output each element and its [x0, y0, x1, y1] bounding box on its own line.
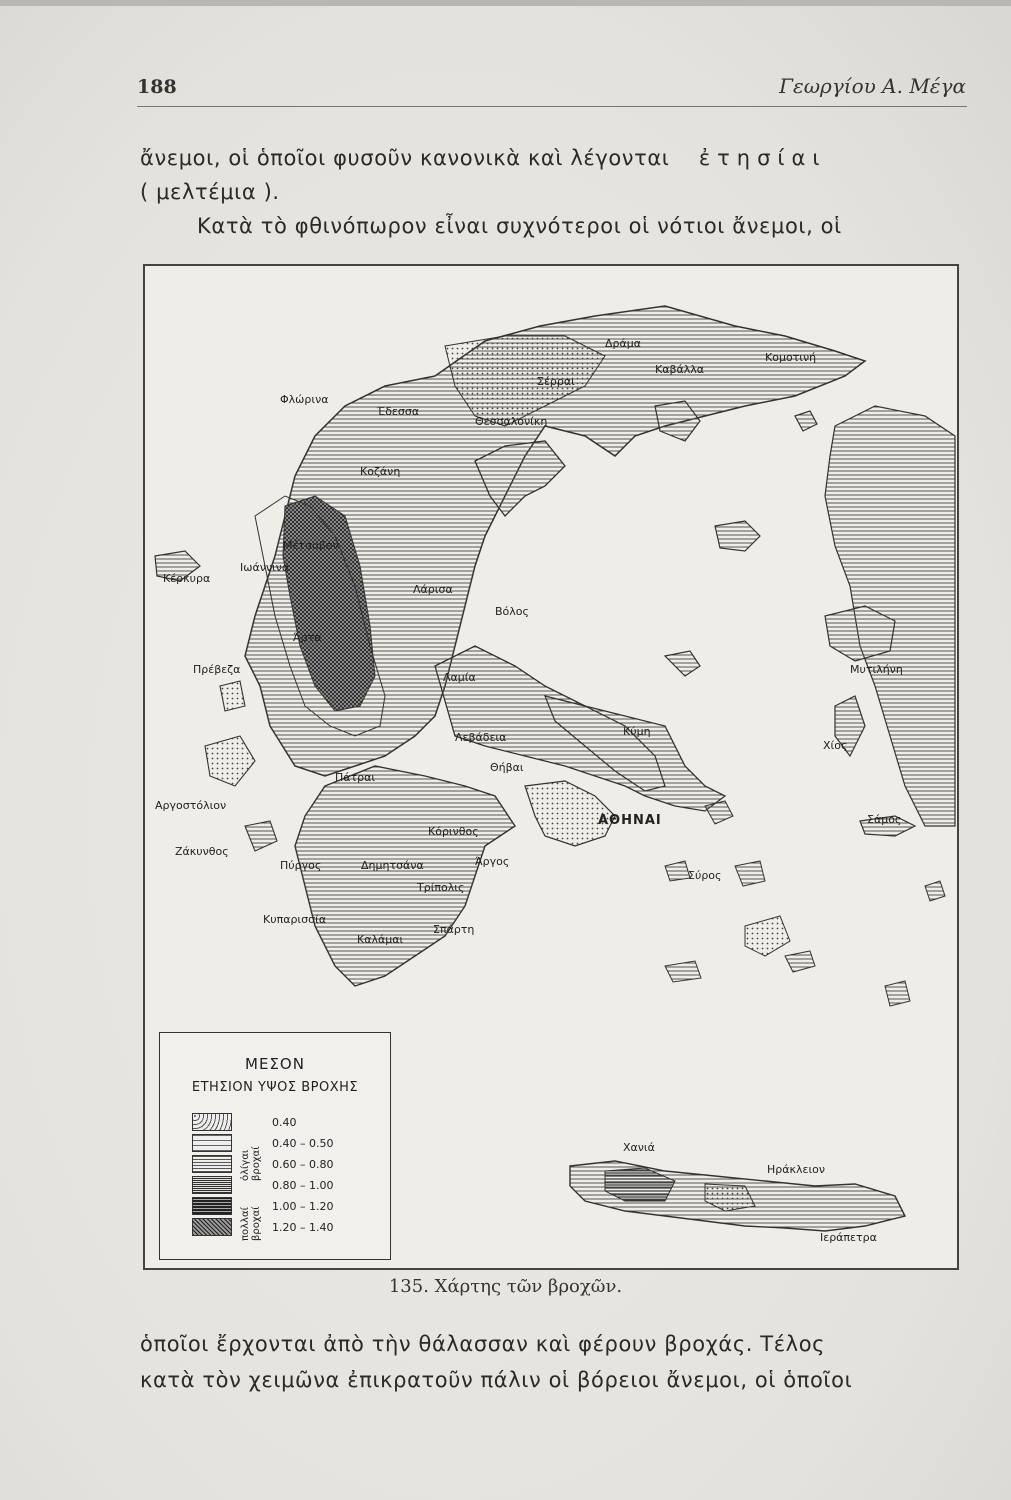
legend-range-5: 1.00 – 1.20 — [272, 1200, 334, 1213]
city-label-thessaloniki: Θεσσαλονίκη — [475, 415, 548, 428]
lefkada-shape — [220, 681, 245, 711]
city-label-mytilini: Μυτιλήνη — [850, 663, 903, 676]
paragraph-line-3: Κατὰ τὸ φθινόπωρον εἶναι συχνότεροι οἱ νότιοι ἄνεμοι, οἱ — [197, 214, 842, 238]
legend-range-1: 0.40 — [272, 1116, 297, 1129]
legend-swatch-1 — [192, 1113, 232, 1131]
legend-swatch-6 — [192, 1218, 232, 1236]
east-small-island — [925, 881, 945, 901]
city-label-dimitsana: Δημητσάνα — [361, 859, 424, 872]
rhodes-area-island — [885, 981, 910, 1006]
rainfall-map-figure — [143, 264, 959, 1270]
city-label-preveza: Πρέβεζα — [193, 663, 241, 676]
city-label-samos: Σάμος — [867, 813, 902, 826]
legend-range-2: 0.40 – 0.50 — [272, 1137, 334, 1150]
line1-spaced-word: ἐτησίαι — [698, 146, 827, 170]
city-label-kozani: Κοζάνη — [360, 465, 401, 478]
lemnos-shape — [715, 521, 760, 551]
city-label-argostolion: Αργοστόλιον — [155, 799, 227, 812]
legend-side-label-little-rain: ὀλίγαι βροχαί — [240, 1146, 262, 1181]
cyclades-island-3 — [735, 861, 765, 886]
city-label-chania: Χανιά — [623, 1141, 655, 1154]
city-label-kyparissia: Κυπαρισσία — [263, 913, 327, 926]
legend-range-6: 1.20 – 1.40 — [272, 1221, 334, 1234]
skyros-shape — [665, 651, 700, 676]
paragraph-line-5: κατὰ τὸν χειμῶνα ἐπικρατοῦν πάλιν οἱ βόρειοι ἄνεμοι, οἱ ὁποῖοι — [140, 1368, 853, 1392]
legend-swatch-3 — [192, 1155, 232, 1173]
city-label-athinai: ΑΘΗΝΑΙ — [598, 813, 662, 828]
city-label-larisa: Λάρισα — [413, 583, 453, 596]
zakynthos-shape — [245, 821, 277, 851]
city-label-kerkyra: Κέρκυρα — [163, 572, 211, 585]
cyclades-island-2 — [665, 861, 690, 881]
peloponnese-shape — [295, 766, 515, 986]
city-label-thivai: Θήβαι — [490, 761, 524, 774]
paragraph-line-4: ὁποῖοι ἔρχονται ἀπὸ τὴν θάλασσαν καὶ φέρουν βροχάς. Τέλος — [140, 1332, 826, 1356]
legend-title-line-1: ΜΕΣΟΝ — [245, 1055, 305, 1073]
city-label-drama: Δράμα — [605, 337, 642, 350]
line1-text: ἄνεμοι, οἱ ὁποῖοι φυσοῦν κανονικὰ καὶ λέγονται — [140, 146, 670, 170]
cyclades-island-1 — [705, 801, 733, 824]
city-label-sparti: Σπάρτη — [433, 923, 475, 936]
running-head-author: Γεωργίου Α. Μέγα — [779, 74, 966, 98]
legend-swatch-4 — [192, 1176, 232, 1194]
city-label-korinthos: Κόρινθος — [428, 825, 479, 838]
city-label-argos: Άργος — [475, 855, 510, 868]
city-label-tripolis: Τρίπολις — [417, 881, 465, 894]
cyclades-island-5 — [785, 951, 815, 972]
city-label-zakynthos: Ζάκυνθος — [175, 845, 229, 858]
city-label-florina: Φλώρινα — [280, 393, 329, 406]
city-label-metsovon: Μέτσοβον — [283, 539, 339, 552]
paragraph-line-2: ( μελτέμια ). — [140, 180, 280, 204]
legend-side-label-much-rain: πολλαί βροχαί — [240, 1206, 262, 1241]
kefalonia-shape — [205, 736, 255, 786]
city-label-pyrgos: Πύργος — [280, 859, 322, 872]
city-label-kymi: Κύμη — [623, 725, 651, 738]
figure-caption: 135. Χάρτης τῶν βροχῶν. — [388, 1276, 623, 1297]
city-label-kavala: Καβάλλα — [655, 363, 705, 376]
paragraph-line-1 — [140, 146, 826, 170]
city-label-edessa: Έδεσσα — [377, 405, 420, 418]
legend-range-4: 0.80 – 1.00 — [272, 1179, 334, 1192]
city-label-volos: Βόλος — [495, 605, 529, 618]
header-rule — [137, 106, 967, 107]
city-label-irakleion: Ηράκλειον — [767, 1163, 826, 1176]
samothrace-shape — [795, 411, 817, 431]
legend-title-line-2: ΕΤΗΣΙΟΝ ΥΨΟΣ ΒΡΟΧΗΣ — [191, 1080, 359, 1095]
page-number: 188 — [137, 76, 177, 98]
scan-top-edge — [0, 0, 1011, 6]
city-label-chios: Χίος — [823, 739, 848, 752]
city-label-levadeia: Λεβάδεια — [455, 731, 507, 744]
city-label-syros: Σύρος — [688, 869, 722, 882]
city-label-ioannina: Ιωάννινα — [240, 561, 290, 574]
cyclades-island-4 — [745, 916, 790, 956]
cyclades-island-6 — [665, 961, 701, 982]
city-label-serres: Σέρραι — [537, 375, 575, 388]
city-label-ierapetra: Ιεράπετρα — [820, 1231, 877, 1244]
city-label-patrai: Πάτραι — [335, 771, 376, 784]
legend-range-3: 0.60 – 0.80 — [272, 1158, 334, 1171]
city-label-lamia: Λαμία — [443, 671, 476, 684]
city-label-komotini: Κομοτινή — [765, 351, 817, 364]
city-label-kalamai: Καλάμαι — [357, 933, 404, 946]
legend-swatch-5 — [192, 1197, 232, 1215]
map-legend — [159, 1032, 391, 1260]
city-label-arta: Άρτα — [293, 631, 322, 644]
legend-swatch-2 — [192, 1134, 232, 1152]
